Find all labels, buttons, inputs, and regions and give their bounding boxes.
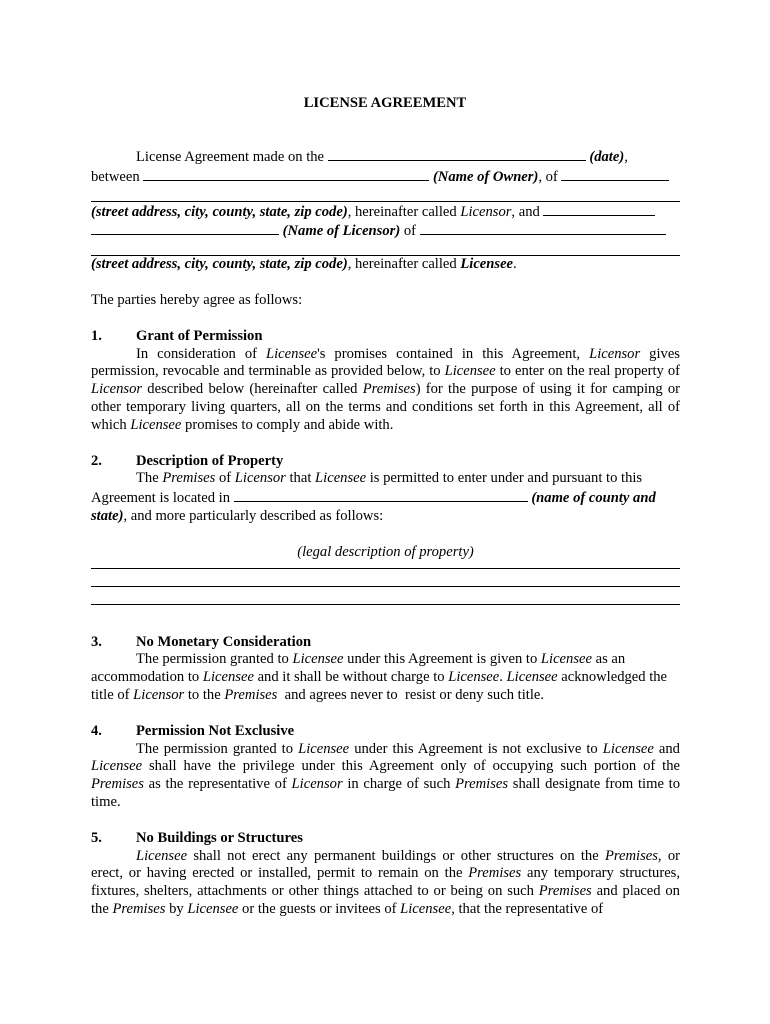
- licensor-name-blank-b[interactable]: [91, 221, 279, 235]
- section-4-text: The permission granted to Licensee under this Agreement is not exclusive to Licensee and Licensee shall have the privilege under this Agreement only of occupying such portion of the Premises as the representative of Licensor in charge of such Premises shall designate from time to time.: [91, 740, 681, 810]
- preamble-line-7: (street address, city, county, state, zip code), hereinafter called Licensee.: [91, 256, 517, 273]
- legal-description-line-3[interactable]: [91, 587, 680, 605]
- preamble-line-1: License Agreement made on the (date),: [136, 149, 628, 165]
- agree-line: The parties hereby agree as follows:: [91, 291, 303, 308]
- section-3-text: The permission granted to Licensee under this Agreement is given to Licensee as an accommodation to Licensee and it shall be without charge to Licensee. Licensee acknowledged the title of Licensor to the Premises and agrees never to resist or deny such title.: [91, 651, 668, 703]
- owner-address-line[interactable]: [91, 187, 680, 202]
- section-2-text: The Premises of Licensor that Licensee is permitted to enter under and pursuant to this: [136, 470, 643, 487]
- section-1-text: In consideration of Licensee's promises contained in this Agreement, Licensor gives permission, revocable and terminable as provided below, to Licensee to enter on the real property of Licensor described below (hereinafter called Premises) for the purpose of using it for camping or other temporary living quarters, all on the terms and conditions set forth in this Agreement, all of which Licensee promises to comply and abide with.: [91, 345, 681, 433]
- section-2-heading: 2. Description of Property: [91, 452, 284, 469]
- county-blank[interactable]: [234, 488, 528, 502]
- legal-description-line-1[interactable]: [91, 562, 680, 569]
- section-5-text: Licensee shall not erect any permanent buildings or other structures on the Premises, or erect, or having erected or installed, permit to remain on the Premises any temporary structures, fixtures, shelters, attachments or other things attached to or being on such Premises and placed on the Premises by Licensee or the guests or invitees of Licensee, that the representative of: [91, 847, 680, 917]
- legal-description-line-2[interactable]: [91, 569, 680, 587]
- document-title: LICENSE AGREEMENT: [303, 95, 467, 111]
- document-body: [91, 147, 680, 919]
- section-3-heading: 3. No Monetary Consideration: [91, 633, 312, 650]
- date-blank[interactable]: [328, 147, 586, 161]
- licensor-address-blank[interactable]: [420, 221, 666, 235]
- owner-name-blank[interactable]: [143, 167, 429, 181]
- licensor-address-line[interactable]: [91, 241, 680, 256]
- legal-description-label: (legal description of property): [297, 543, 474, 560]
- preamble-line-4: (street address, city, county, state, zip code), hereinafter called Licensor, and: [91, 202, 680, 222]
- licensor-name-blank-a[interactable]: [543, 202, 655, 216]
- preamble-line-5: (Name of Licensor) of: [91, 221, 680, 241]
- section-5-heading: 5. No Buildings or Structures: [91, 829, 303, 846]
- section-4-heading: 4. Permission Not Exclusive: [91, 722, 295, 739]
- preamble-line-2: between (Name of Owner), of: [91, 167, 680, 187]
- section-2-text-2: Agreement is located in (name of county and state), and more particularly described as follows:: [91, 490, 656, 524]
- owner-address-blank[interactable]: [561, 167, 669, 181]
- section-1-heading: 1. Grant of Permission: [91, 327, 263, 344]
